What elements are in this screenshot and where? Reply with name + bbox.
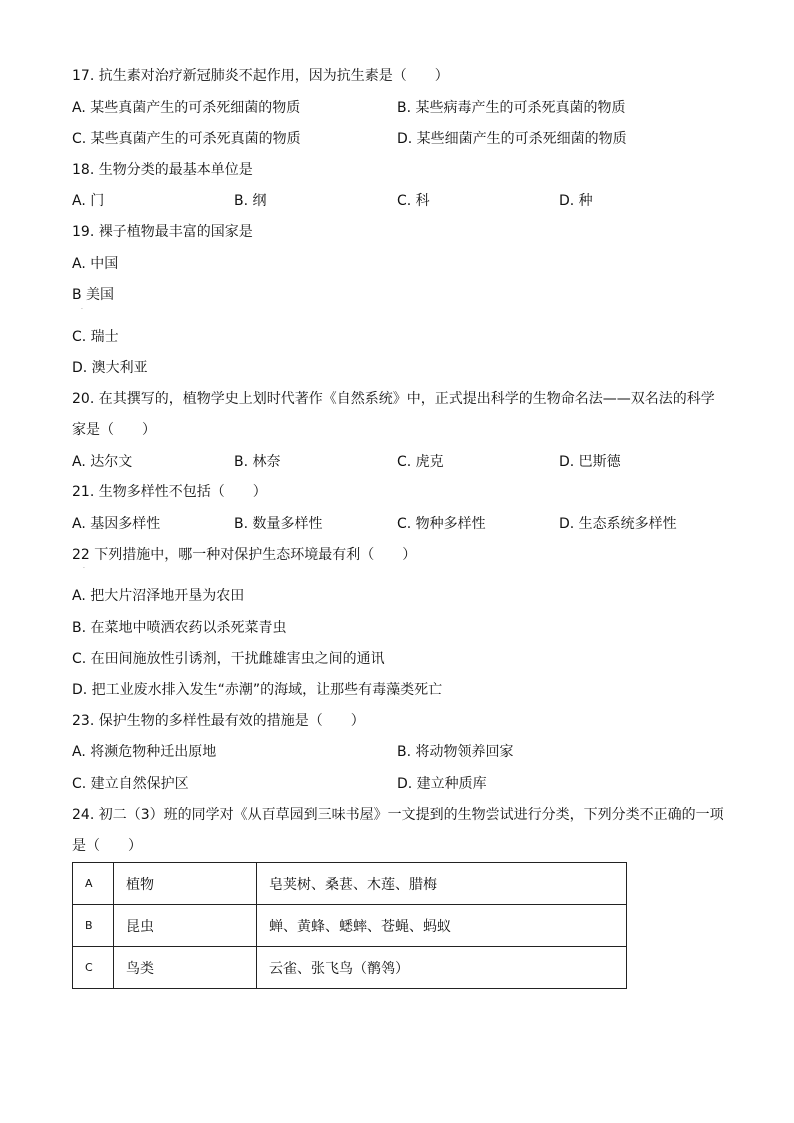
question-17-stem: 17. 抗生素对治疗新冠肺炎不起作用，因为抗生素是（ ） [72, 68, 449, 84]
table-cell-letter: A [73, 863, 114, 905]
table-cell-organisms: 皂荚树、桑葚、木莲、腊梅 [257, 863, 627, 905]
table-cell-category: 鸟类 [114, 947, 257, 989]
q17-option-a: A. 某些真菌产生的可杀死细菌的物质 [72, 100, 301, 116]
q20-option-a: A. 达尔文 [72, 454, 133, 470]
q18-option-b: B. 纲 [234, 193, 267, 209]
q20-option-c: C. 虎克 [397, 454, 444, 470]
q23-option-b: B. 将动物领养回家 [397, 744, 514, 760]
table-cell-organisms: 蝉、黄蜂、蟋蟀、苍蝇、蚂蚁 [257, 905, 627, 947]
q20-option-d: D. 巴斯德 [559, 454, 621, 470]
q17-option-c: C. 某些真菌产生的可杀死真菌的物质 [72, 131, 301, 147]
stray-dot: · [83, 565, 85, 572]
q22-option-b: B. 在菜地中喷洒农药以杀死菜青虫 [72, 620, 287, 636]
question-22-stem: 22 下列措施中，哪一种对保护生态环境最有利（ ） [72, 547, 417, 563]
q19-option-c: C. 瑞士 [72, 329, 119, 345]
question-18-stem: 18. 生物分类的最基本单位是 [72, 162, 253, 178]
stray-dot: · [81, 306, 83, 313]
q23-option-d: D. 建立种质库 [397, 776, 487, 792]
question-23-stem: 23. 保护生物的多样性最有效的措施是（ ） [72, 713, 365, 729]
q22-option-a: A. 把大片沼泽地开垦为农田 [72, 588, 245, 604]
q22-option-c: C. 在田间施放性引诱剂，干扰雌雄害虫之间的通讯 [72, 651, 385, 667]
q23-option-a: A. 将濒危物种迁出原地 [72, 744, 217, 760]
q17-option-d: D. 某些细菌产生的可杀死细菌的物质 [397, 131, 627, 147]
table-cell-category: 植物 [114, 863, 257, 905]
q18-option-a: A. 门 [72, 193, 105, 209]
q21-option-b: B. 数量多样性 [234, 516, 323, 532]
q20-option-b: B. 林奈 [234, 454, 281, 470]
table-cell-organisms: 云雀、张飞鸟（鹡鸰） [257, 947, 627, 989]
q19-option-a: A. 中国 [72, 256, 119, 272]
question-24-stem-line2: 是（ ） [72, 838, 142, 854]
table-cell-letter: B [73, 905, 114, 947]
q19-option-d: D. 澳大利亚 [72, 360, 148, 376]
table-cell-letter: C [73, 947, 114, 989]
question-20-stem-line2: 家是（ ） [72, 422, 156, 438]
table-cell-category: 昆虫 [114, 905, 257, 947]
question-24-stem-line1: 24. 初二（3）班的同学对《从百草园到三味书屋》一文提到的生物尝试进行分类，下列分类不正确的一项 [72, 807, 724, 823]
question-20-stem-line1: 20. 在其撰写的，植物学史上划时代著作《自然系统》中，正式提出科学的生物命名法——双名法的科学 [72, 391, 715, 407]
q21-option-c: C. 物种多样性 [397, 516, 486, 532]
q17-option-b: B. 某些病毒产生的可杀死真菌的物质 [397, 100, 626, 116]
table-row [73, 947, 627, 989]
question-21-stem: 21. 生物多样性不包括（ ） [72, 484, 267, 500]
table-row [73, 863, 627, 905]
table-row [73, 905, 627, 947]
q22-option-d: D. 把工业废水排入发生“赤潮”的海域，让那些有毒藻类死亡 [72, 682, 443, 698]
q18-option-d: D. 种 [559, 193, 593, 209]
q21-option-d: D. 生态系统多样性 [559, 516, 677, 532]
q18-option-c: C. 科 [397, 193, 430, 209]
question-19-stem: 19. 裸子植物最丰富的国家是 [72, 224, 253, 240]
q19-option-b: B 美国 [72, 287, 115, 303]
q23-option-c: C. 建立自然保护区 [72, 776, 189, 792]
q21-option-a: A. 基因多样性 [72, 516, 161, 532]
classification-table [72, 862, 627, 989]
